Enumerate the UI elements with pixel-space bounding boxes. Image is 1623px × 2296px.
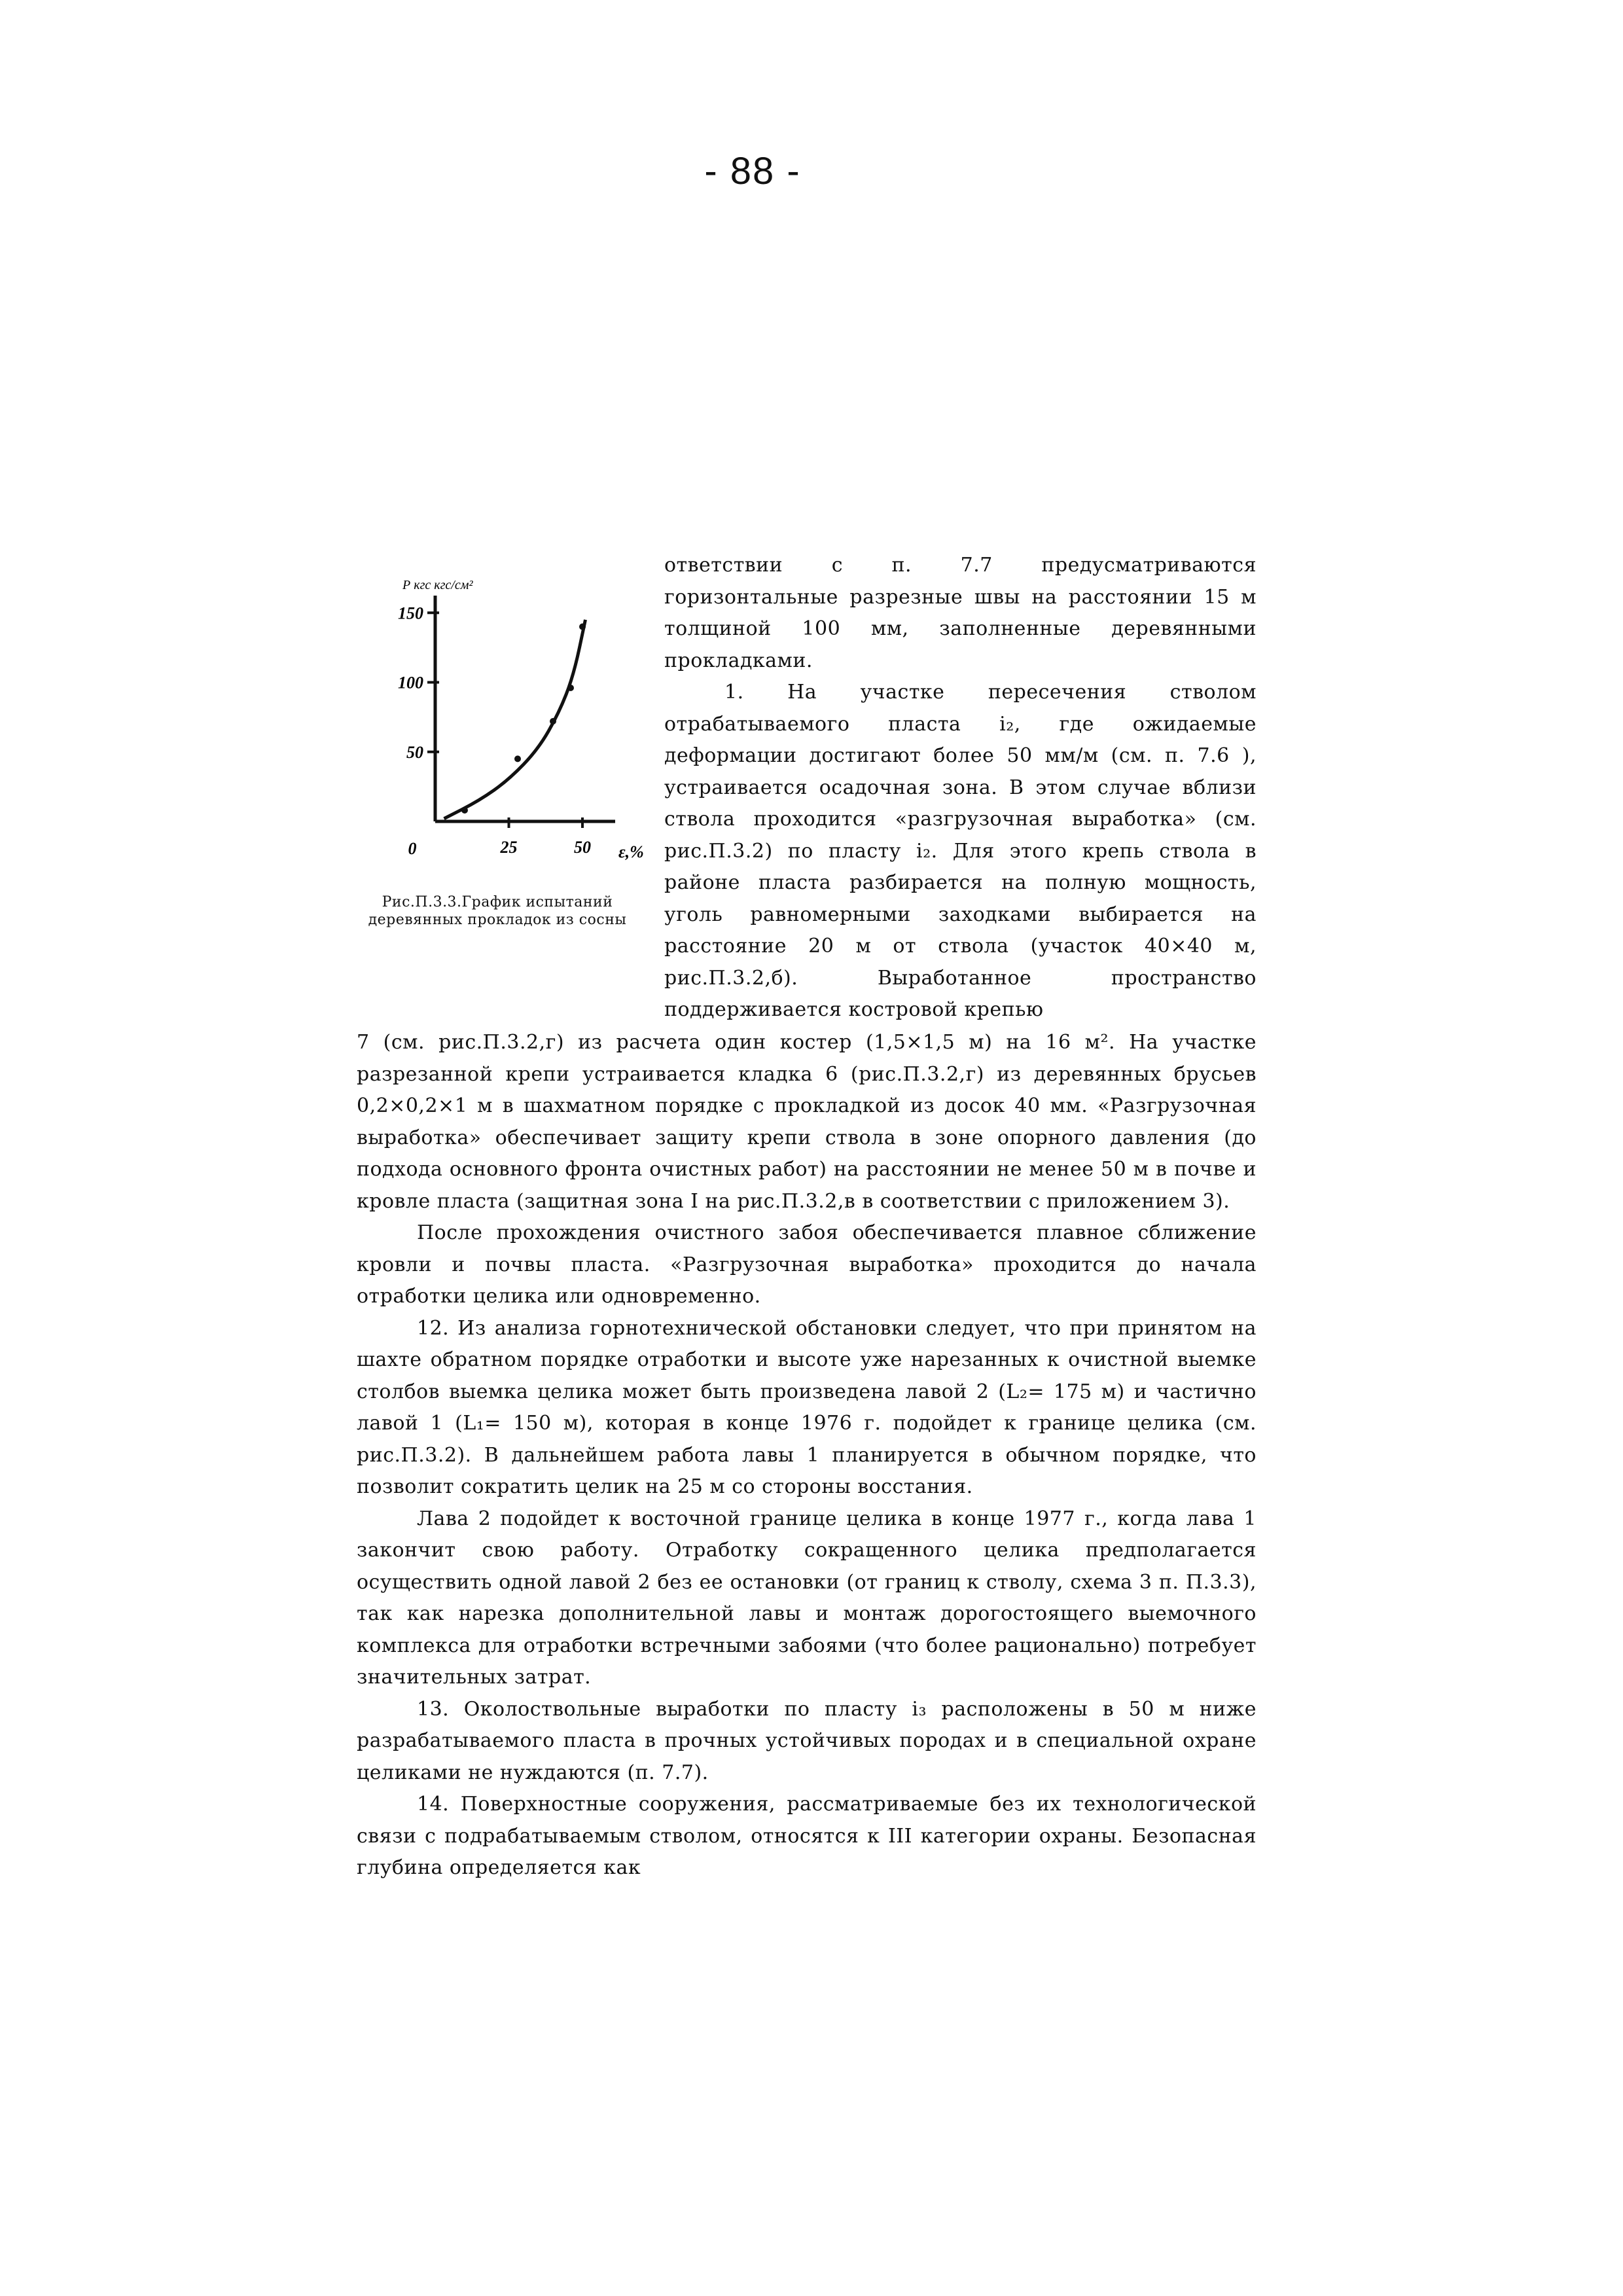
y-ticks xyxy=(398,603,439,762)
data-points xyxy=(461,624,586,814)
x-axis-label: ε,% xyxy=(618,842,644,861)
page-number: - 88 - xyxy=(704,150,801,192)
paragraph: 1. На участке пересечения стволом отрабатываемого пласта i₂, где ожидаемые деформации достигают более 50 мм/м (см. п. 7.6 ), устраивается осадочная зона. В этом случае вблизи ствола проходится «разгрузочная выработка» (см. рис.П.3.2) по пласту i₂. Для этого крепь ствола в районе пласта разбирается на полную мощность, уголь равномерными заходками выбирается на расстояние 20 м от ствола (участок 40×40 м, рис.П.3.2,б). Выработанное пространство поддерживается костровой крепью xyxy=(664,681,1257,1021)
x-tick-label: 0 xyxy=(408,839,417,858)
paragraph: ответствии с п. 7.7 предусматриваются горизонтальные разрезные швы на расстоянии 15 м толщиной 100 мм, заполненные деревянными прокладками. xyxy=(664,554,1257,672)
data-point xyxy=(461,807,468,814)
x-ticks xyxy=(408,817,592,858)
x-tick-label: 50 xyxy=(574,838,591,857)
figure xyxy=(340,556,654,962)
y-tick-label: 100 xyxy=(398,673,423,692)
paragraph: 12. Из анализа горнотехнической обстановки следует, что при принятом на шахте обратном порядке отработки и высоте уже нарезанных к очистной выемке столбов выемка целика может быть произведена лавой 2 (L₂= 175 м) и частично лавой 1 (L₁= 150 м), которая в конце 1976 г. подойдет к границе целика (см. рис.П.3.2). В дальнейшем работа лавы 1 планируется в обычном порядке, что позволит сократить целик на 25 м со стороны восстания. xyxy=(357,1316,1257,1498)
paragraph: 7 (см. рис.П.3.2,г) из расчета один костер (1,5×1,5 м) на 16 м². На участке разрезанной крепи устраивается кладка 6 (рис.П.3.2,г) из деревянных брусьев 0,2×0,2×1 м в шахматном порядке с прокладкой из досок 40 мм. «Разгрузочная выработка» обеспечивает защиту крепи ствола в зоне опорного давления (до подхода основного фронта очистных работ) на расстоянии не менее 50 м в почве и кровле пласта (защитная зона I на рис.П.3.2,в в соответствии с приложением 3). xyxy=(357,1031,1257,1213)
y-axis-label: Р кгс кгс/см² xyxy=(402,578,473,592)
paragraph: Лава 2 подойдет к восточной границе целика в конце 1977 г., когда лава 1 закончит свою работу. Отработку сокращенного целика предполагается осуществить одной лавой 2 без ее остановки (от границ к стволу, схема 3 п. П.3.3), так как нарезка дополнительной лавы и монтаж дорогостоящего выемочного комплекса для отработки встречными забоями (что более рационально) потребует значительных затрат. xyxy=(357,1507,1257,1689)
data-point xyxy=(567,685,574,691)
y-tick-label: 150 xyxy=(398,603,423,623)
data-point xyxy=(579,624,586,630)
data-point xyxy=(514,755,521,762)
x-tick-label: 25 xyxy=(500,838,518,857)
paragraph: 13. Околоствольные выработки по пласту i₃ расположены в 50 м ниже разрабатываемого пласта в прочных устойчивых породах и в специальной охране целиками не нуждаются (п. 7.7). xyxy=(357,1697,1257,1784)
figure-caption: Рис.П.3.3.График испытаний деревянных прокладок из сосны xyxy=(368,894,627,928)
y-tick-label: 50 xyxy=(406,742,423,762)
right-column-text xyxy=(664,550,1257,1026)
paragraph: После прохождения очистного забоя обеспечивается плавное сближение кровли и почвы пласта. «Разгрузочная выработка» проходится до начала отработки целика или одновременно. xyxy=(357,1221,1257,1308)
data-point xyxy=(550,718,556,725)
paragraph: 14. Поверхностные сооружения, рассматриваемые без их технологической связи с подрабатываемым стволом, относятся к III категории охраны. Безопасная глубина определяется как xyxy=(357,1793,1257,1879)
full-width-text xyxy=(357,1027,1257,1884)
fit-curve xyxy=(444,620,586,819)
test-chart xyxy=(340,556,654,884)
